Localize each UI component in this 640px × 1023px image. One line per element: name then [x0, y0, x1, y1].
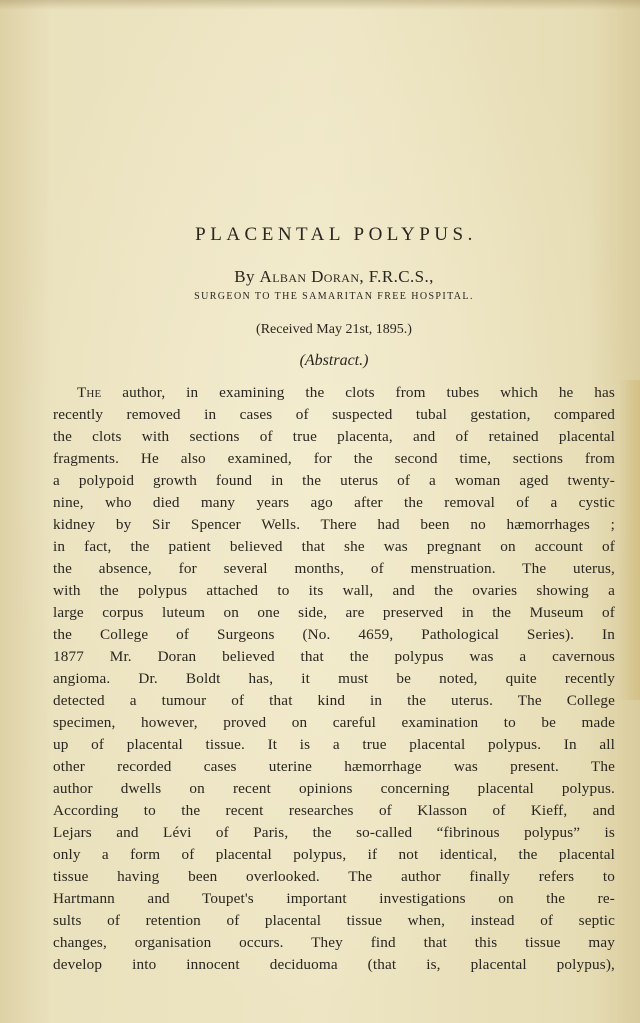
opening-word: The: [77, 384, 102, 401]
body-line: large corpus luteum on one side, are preserved in the Museum of: [53, 604, 615, 621]
body-line: Hartmann and Toupet's important investigations on the re-: [53, 890, 615, 907]
body-line: nine, who died many years ago after the removal of a cystic: [53, 494, 615, 511]
abstract-body: [53, 382, 615, 976]
body-line: According to the recent researches of Klasson of Kieff, and: [53, 802, 615, 819]
body-line: recently removed in cases of suspected tubal gestation, compared: [53, 406, 615, 423]
body-line: author dwells on recent opinions concerning placental polypus.: [53, 780, 615, 797]
body-line: detected a tumour of that kind in the uterus. The College: [53, 692, 615, 709]
body-line: in fact, the patient believed that she was pregnant on account of: [53, 538, 615, 555]
byline: [53, 267, 615, 287]
body-line: Lejars and Lévi of Paris, the so-called “fibrinous polypus” is: [53, 824, 615, 841]
body-line: a polypoid growth found in the uterus of a woman aged twenty-: [53, 472, 615, 489]
body-line: tissue having been overlooked. The author finally refers to: [53, 868, 615, 885]
body-line: up of placental tissue. It is a true placental polypus. In all: [53, 736, 615, 753]
body-line: only a form of placental polypus, if not identical, the placental: [53, 846, 615, 863]
body-line: 1877 Mr. Doran believed that the polypus was a cavernous: [53, 648, 615, 665]
opening-line-text: author, in examining the clots from tubes which he has: [101, 384, 615, 401]
body-line: other recorded cases uterine hæmorrhage was present. The: [53, 758, 615, 775]
body-line: develop into innocent deciduoma (that is, placental polypus),: [53, 956, 615, 973]
body-line: changes, organisation occurs. They find that this tissue may: [53, 934, 615, 951]
article-title: PLACENTAL POLYPUS.: [195, 224, 477, 245]
author-name: Alban Doran: [259, 267, 360, 286]
body-line: with the polypus attached to its wall, and the ovaries showing a: [53, 582, 615, 599]
section-heading: (Abstract.): [299, 352, 369, 369]
body-line: [53, 382, 615, 404]
received-date: (Received May 21st, 1895.): [256, 322, 412, 337]
article: [53, 224, 615, 976]
author-credentials: , F.R.C.S.,: [359, 267, 434, 286]
body-line: the clots with sections of true placenta, and of retained placental: [53, 428, 615, 445]
body-line: fragments. He also examined, for the second time, sections from: [53, 450, 615, 467]
byline-prefix: By: [234, 267, 260, 286]
body-line: the absence, for several months, of menstruation. The uterus,: [53, 560, 615, 577]
author-affiliation: SURGEON TO THE SAMARITAN FREE HOSPITAL.: [194, 291, 474, 302]
body-line: kidney by Sir Spencer Wells. There had been no hæmorrhages ;: [53, 516, 615, 533]
body-line: specimen, however, proved on careful examination to be made: [53, 714, 615, 731]
page-stain: [618, 380, 640, 700]
body-line: the College of Surgeons (No. 4659, Pathological Series). In: [53, 626, 615, 643]
body-line: sults of retention of placental tissue when, instead of septic: [53, 912, 615, 929]
body-line: angioma. Dr. Boldt has, it must be noted, quite recently: [53, 670, 615, 687]
page-top-edge: [0, 0, 640, 10]
